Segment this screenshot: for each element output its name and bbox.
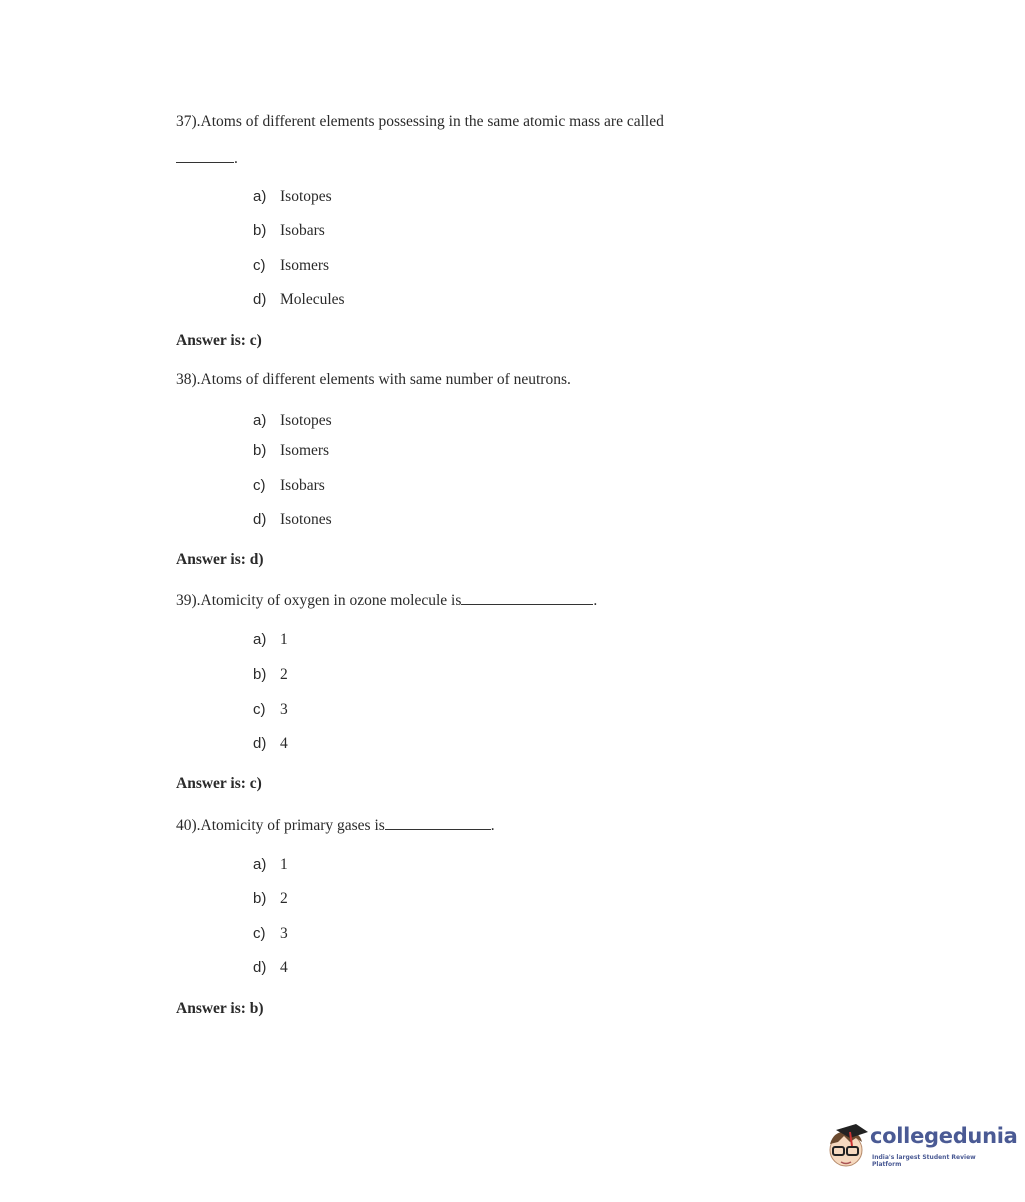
- option-letter: a): [253, 631, 267, 648]
- option-item: [253, 924, 288, 944]
- option-text: Molecules: [280, 291, 345, 308]
- option-item: [253, 411, 332, 431]
- option-text: 1: [280, 856, 288, 873]
- mascot-icon: [826, 1120, 870, 1172]
- option-text: 2: [280, 890, 288, 907]
- option-letter: c): [253, 701, 266, 718]
- option-letter: d): [253, 291, 267, 308]
- question-trailing: .: [490, 817, 495, 834]
- option-text: 3: [280, 701, 288, 718]
- option-text: 4: [280, 735, 288, 752]
- option-item: [253, 630, 288, 650]
- option-letter: b): [253, 666, 267, 683]
- option-letter: a): [253, 412, 267, 429]
- option-item: [253, 958, 288, 978]
- question-text: [176, 112, 664, 132]
- option-text: Isomers: [280, 442, 330, 459]
- option-letter: c): [253, 925, 266, 942]
- option-letter: a): [253, 856, 267, 873]
- option-text: Isotopes: [280, 188, 332, 205]
- option-letter: d): [253, 959, 267, 976]
- option-text: 4: [280, 959, 288, 976]
- option-text: Isobars: [280, 477, 325, 494]
- option-letter: b): [253, 442, 267, 459]
- option-text: 1: [280, 631, 288, 648]
- option-item: [253, 476, 325, 496]
- answer-blank: [176, 148, 234, 163]
- option-letter: b): [253, 222, 267, 239]
- option-item: [253, 221, 325, 241]
- option-text: Isotopes: [280, 412, 332, 429]
- option-letter: a): [253, 188, 267, 205]
- option-text: 3: [280, 925, 288, 942]
- answer-text: Answer is: b): [176, 1000, 264, 1017]
- question-label: 38).Atoms of different elements with same number of neutrons.: [176, 371, 571, 388]
- option-letter: b): [253, 890, 267, 907]
- question-continuation: [176, 148, 238, 169]
- option-item: [253, 290, 345, 310]
- question-label: 37).Atoms of different elements possessing in the same atomic mass are called: [176, 113, 664, 130]
- option-item: [253, 256, 329, 276]
- answer-blank: [461, 590, 593, 605]
- question-label: 40).Atomicity of primary gases is: [176, 817, 385, 834]
- option-item: [253, 665, 288, 685]
- logo-wordmark: collegedunia: [870, 1124, 1018, 1148]
- question-text: [176, 590, 597, 611]
- question-text: [176, 815, 495, 836]
- question-trailing: .: [593, 592, 598, 609]
- logo-tagline: India's largest Student Review Platform: [872, 1154, 976, 1168]
- option-item: [253, 700, 288, 720]
- answer-blank: [385, 815, 491, 830]
- option-letter: c): [253, 477, 266, 494]
- question-text: [176, 370, 571, 390]
- option-letter: d): [253, 735, 267, 752]
- option-item: [253, 889, 288, 909]
- answer-text: Answer is: c): [176, 775, 262, 792]
- option-letter: c): [253, 257, 266, 274]
- option-item: [253, 187, 332, 207]
- option-text: Isobars: [280, 222, 325, 239]
- option-item: [253, 855, 288, 875]
- option-item: [253, 510, 332, 530]
- answer-text: Answer is: c): [176, 332, 262, 349]
- option-text: 2: [280, 666, 288, 683]
- option-text: Isotones: [280, 511, 332, 528]
- question-label: 39).Atomicity of oxygen in ozone molecule is: [176, 592, 462, 609]
- question-trailing: .: [234, 150, 238, 167]
- option-text: Isomers: [280, 257, 330, 274]
- collegedunia-logo: [826, 1120, 1018, 1172]
- answer-text: Answer is: d): [176, 551, 264, 568]
- option-letter: d): [253, 511, 267, 528]
- option-item: [253, 734, 288, 754]
- option-item: [253, 441, 329, 461]
